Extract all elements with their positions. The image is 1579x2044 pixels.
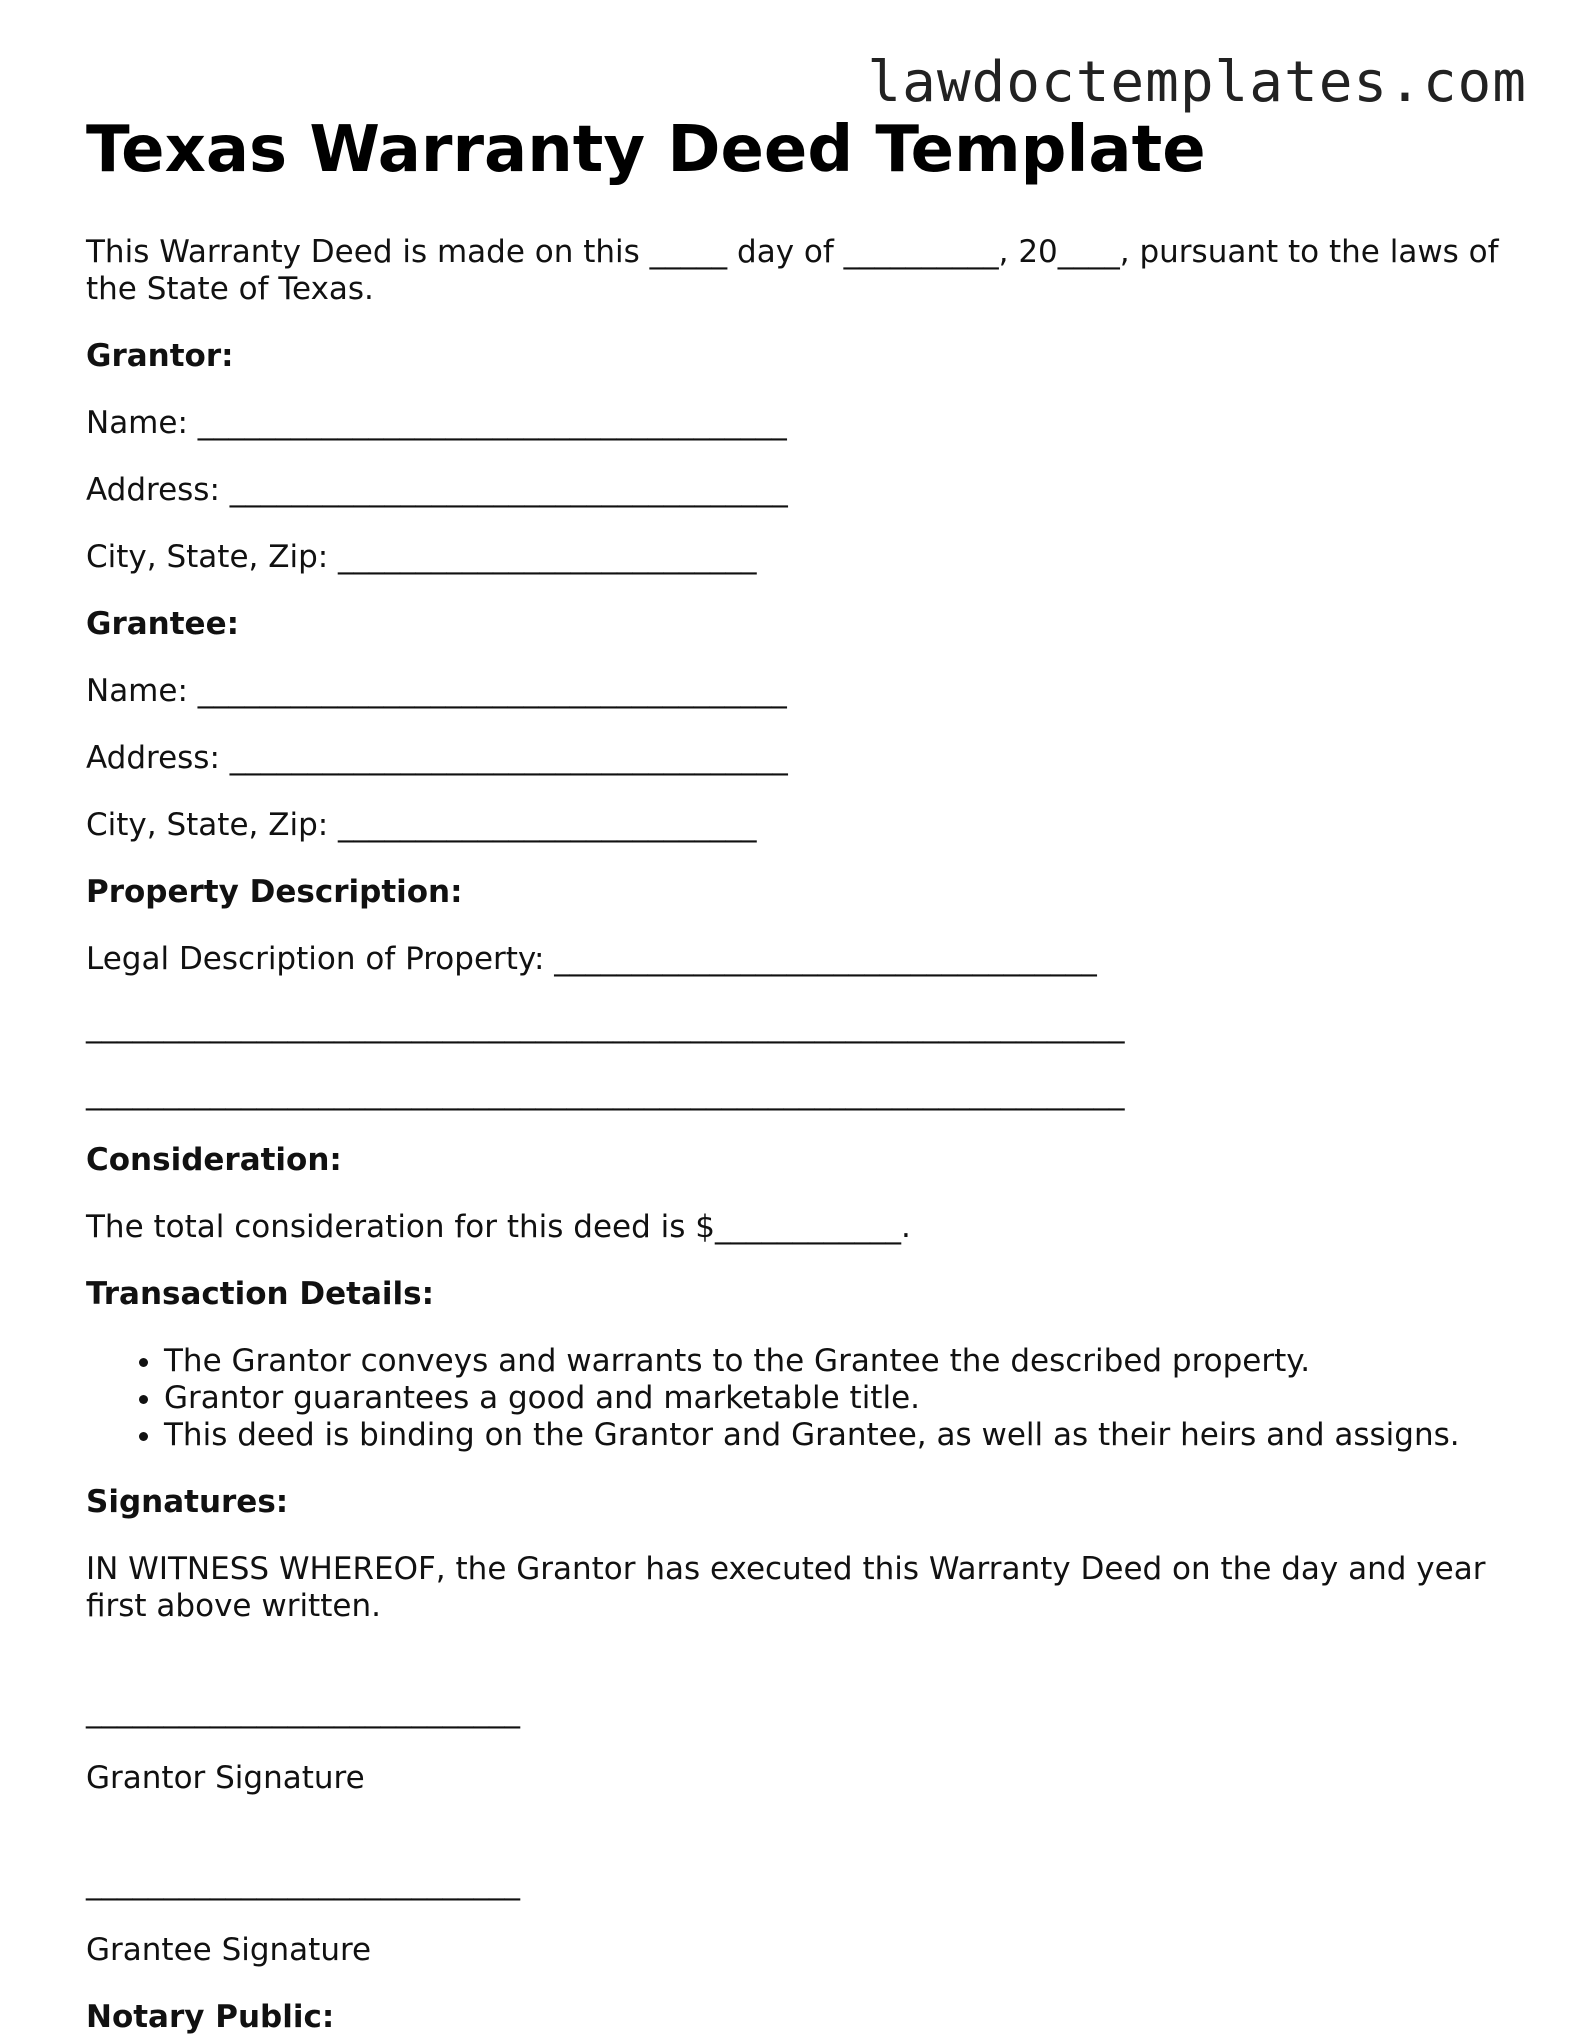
site-watermark: lawdoctemplates.com — [867, 50, 1527, 115]
property-heading: Property Description: — [86, 874, 463, 910]
grantee-name-field: Name: ______________________________________ — [86, 673, 787, 709]
legal-description-blank-line: ___________________________________________________________________ — [86, 1075, 1125, 1111]
grantor-heading: Grantor: — [86, 338, 234, 374]
list-item: • The Grantor conveys and warrants to the Grantee the described property. — [164, 1343, 1506, 1380]
signatures-heading: Signatures: — [86, 1484, 289, 1520]
legal-description-field: Legal Description of Property: ___________________________________ — [86, 941, 1097, 977]
list-item: • Grantor guarantees a good and marketable title. — [164, 1380, 1506, 1417]
legal-description-blank-line: ___________________________________________________________________ — [86, 1008, 1125, 1044]
document-page — [86, 110, 1506, 2036]
grantee-signature-label: Grantee Signature — [86, 1932, 372, 1968]
grantor-signature-label: Grantor Signature — [86, 1760, 365, 1796]
grantor-signature-line: ____________________________ — [86, 1693, 520, 1729]
notary-heading: Notary Public: — [86, 1999, 335, 2035]
grantee-signature-line: ____________________________ — [86, 1865, 520, 1901]
transaction-list — [86, 1343, 1506, 1454]
page-title: Texas Warranty Deed Template — [86, 113, 1206, 187]
intro-paragraph: This Warranty Deed is made on this _____ day of __________, 20____, pursuant to the laws of the State of Texas. — [86, 234, 1499, 307]
grantor-name-field: Name: ______________________________________ — [86, 405, 787, 441]
witness-paragraph: IN WITNESS WHEREOF, the Grantor has executed this Warranty Deed on the day and year first above written. — [86, 1551, 1486, 1624]
grantor-address-field: Address: ____________________________________ — [86, 472, 788, 508]
grantee-heading: Grantee: — [86, 606, 239, 642]
consideration-heading: Consideration: — [86, 1142, 342, 1178]
grantee-address-field: Address: ____________________________________ — [86, 740, 788, 776]
grantee-city-field: City, State, Zip: ___________________________ — [86, 807, 757, 843]
list-item: • This deed is binding on the Grantor and Grantee, as well as their heirs and assigns. — [164, 1417, 1506, 1454]
transaction-heading: Transaction Details: — [86, 1276, 434, 1312]
grantor-city-field: City, State, Zip: ___________________________ — [86, 539, 757, 575]
consideration-text: The total consideration for this deed is $____________. — [86, 1209, 911, 1245]
